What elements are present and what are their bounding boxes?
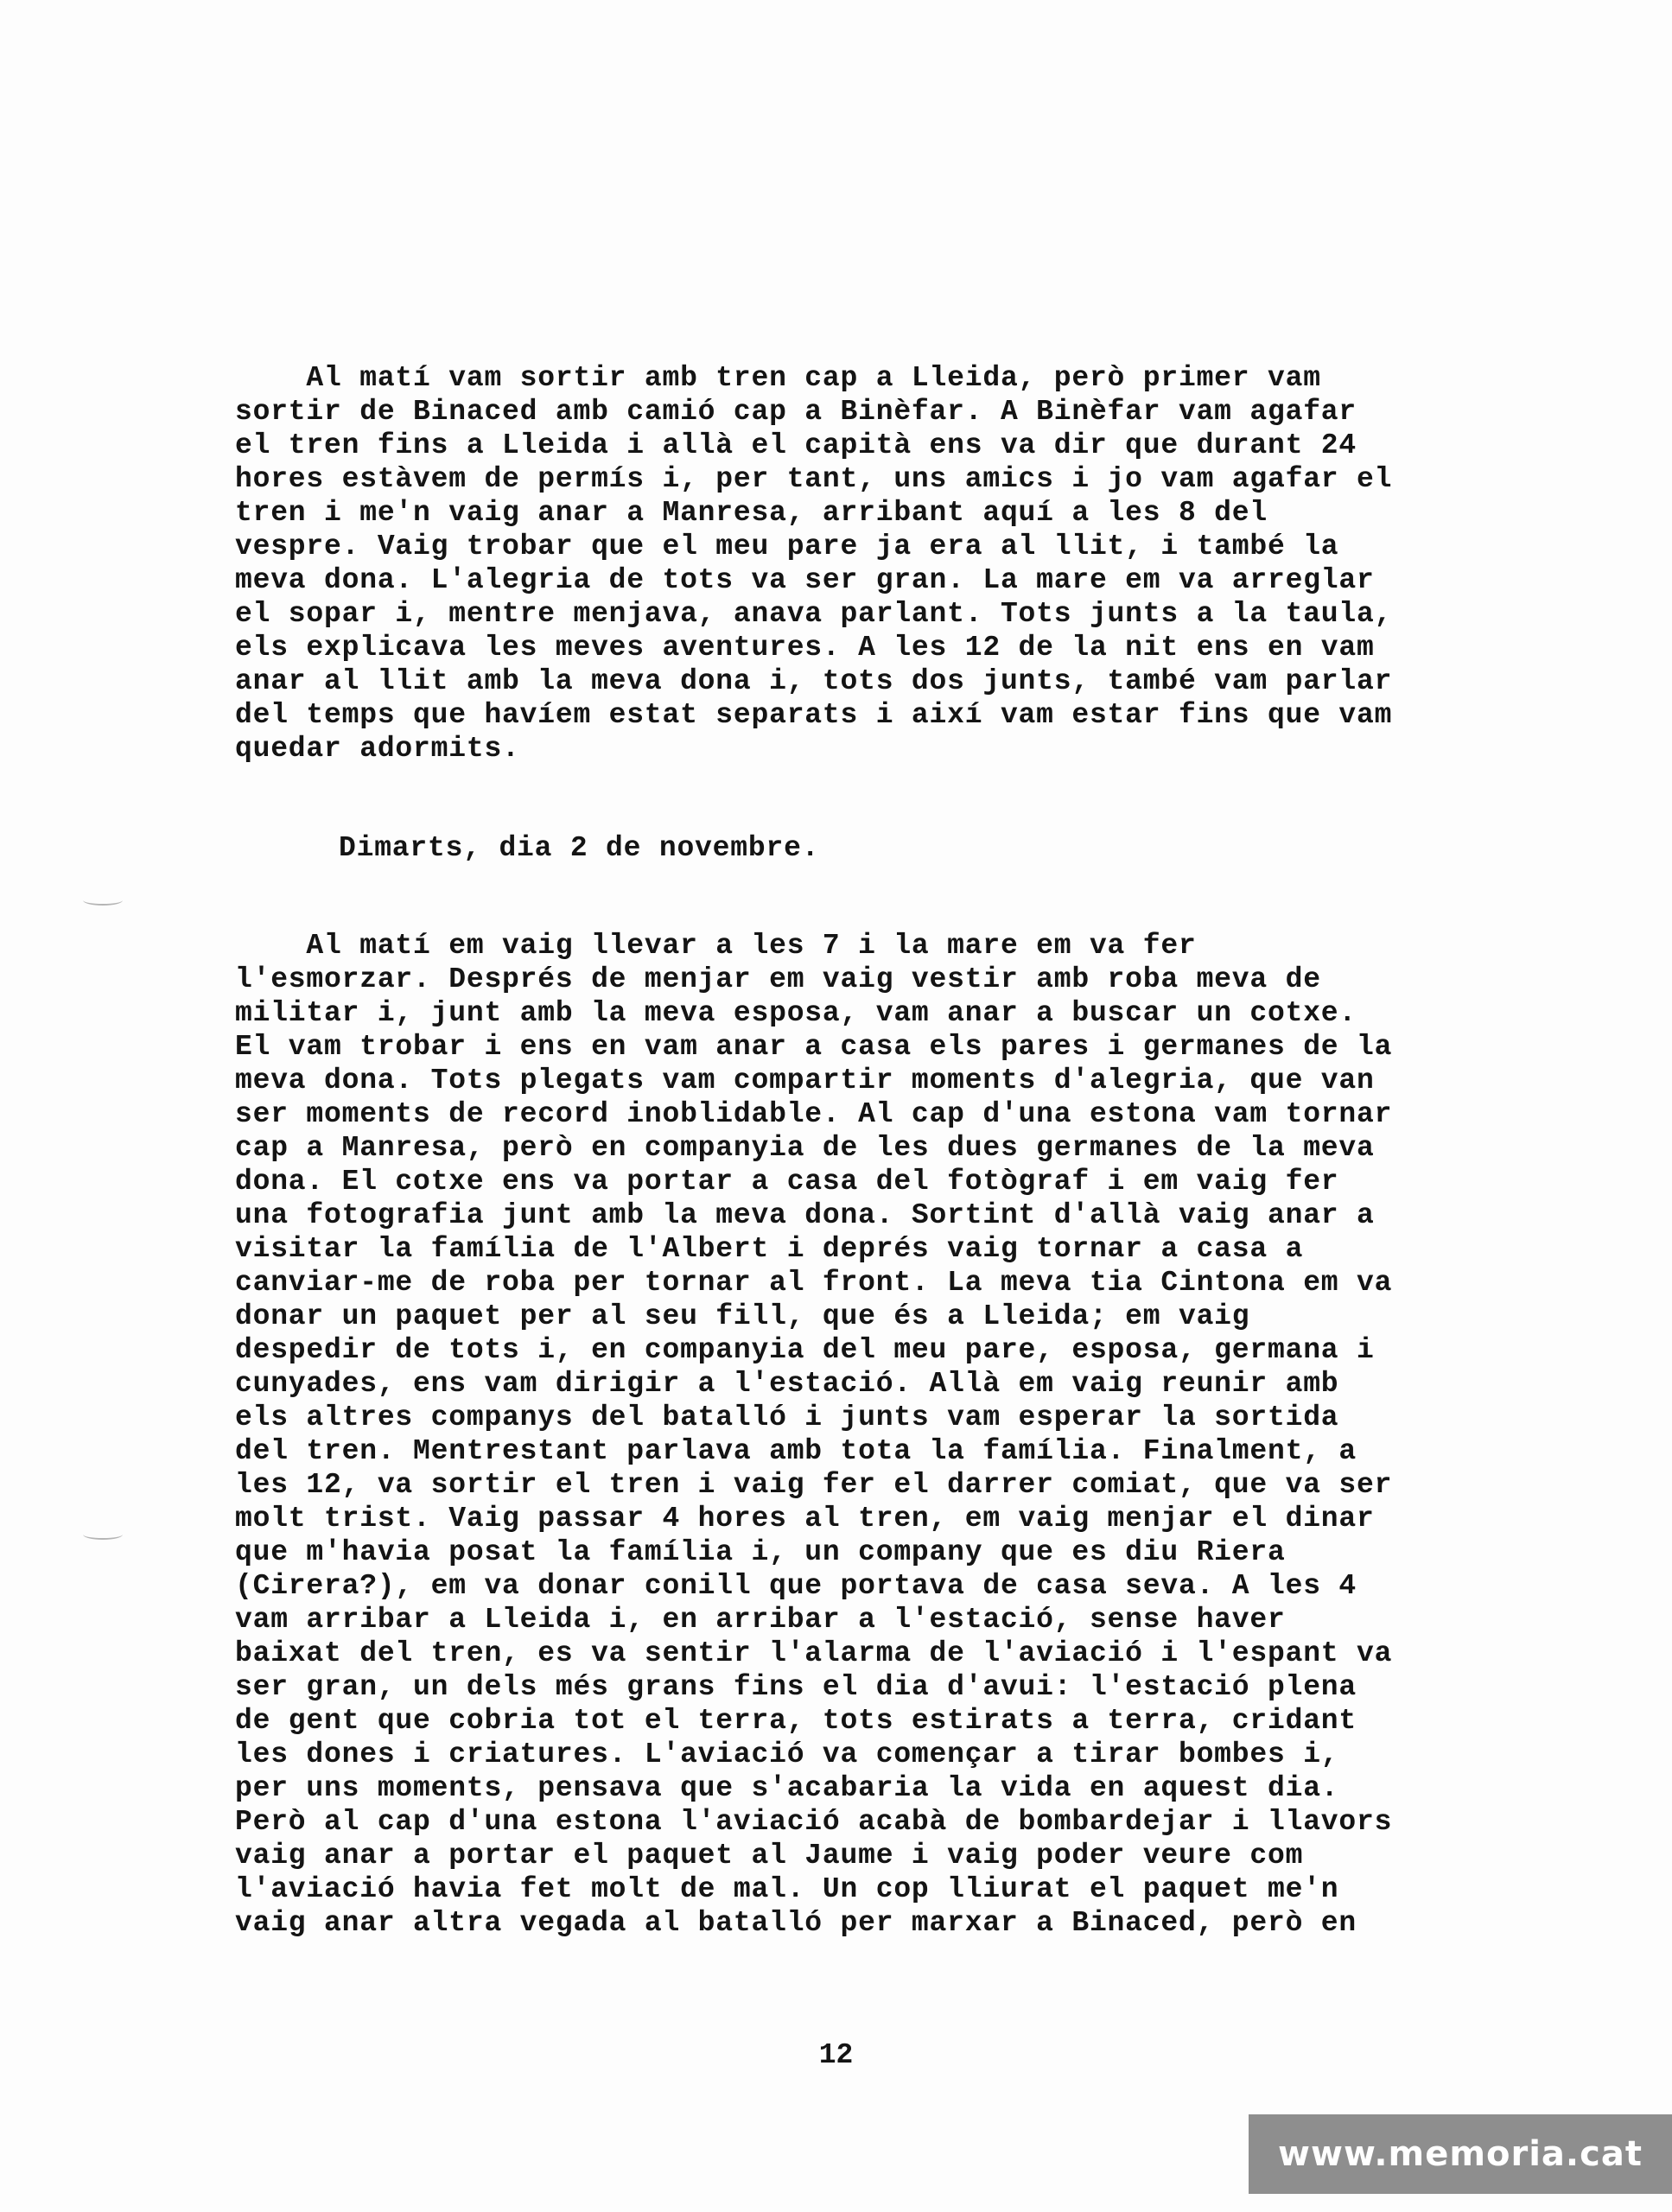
text-line: despedir de tots i, en companyia del meu pare, esposa, germana i — [235, 1334, 1375, 1366]
watermark: www.memoria.cat — [1249, 2114, 1672, 2194]
text-line: donar un paquet per al seu fill, que és a Lleida; em vaig — [235, 1300, 1250, 1332]
paragraph-2 — [235, 929, 1566, 1940]
text-line: militar i, junt amb la meva esposa, vam anar a buscar un cotxe. — [235, 997, 1357, 1029]
text-line: meva dona. Tots plegats vam compartir moments d'alegria, que van — [235, 1065, 1375, 1096]
text-line: cap a Manresa, però en companyia de les dues germanes de la meva — [235, 1132, 1375, 1164]
punch-hole-mark — [83, 895, 123, 906]
text-line: canviar-me de roba per tornar al front. La meva tia Cintona em va — [235, 1267, 1393, 1299]
text-line: hores estàvem de permís i, per tant, uns amics i jo vam agafar el — [235, 463, 1393, 495]
punch-hole-mark — [83, 1529, 123, 1540]
text-line: les dones i criatures. L'aviació va començar a tirar bombes i, — [235, 1738, 1339, 1770]
text-line: el tren fins a Lleida i allà el capità ens va dir que durant 24 — [235, 429, 1357, 461]
text-line: una fotografia junt amb la meva dona. Sortint d'allà vaig anar a — [235, 1199, 1375, 1231]
entry-heading — [339, 831, 819, 865]
heading-day: Dimarts — [339, 832, 464, 864]
text-line: (Cirera?), em va donar conill que portava de casa seva. A les 4 — [235, 1570, 1357, 1602]
text-line: per uns moments, pensava que s'acabaria la vida en aquest dia. — [235, 1772, 1339, 1804]
text-line: que m'havia posat la família i, un company que es diu Riera — [235, 1536, 1286, 1568]
text-line: l'aviació havia fet molt de mal. Un cop lliurat el paquet me'n — [235, 1873, 1339, 1905]
text-line: ser gran, un dels més grans fins el dia d'avui: l'estació plena — [235, 1671, 1357, 1703]
text-line: cunyades, ens vam dirigir a l'estació. Allà em vaig reunir amb — [235, 1368, 1339, 1400]
text-line: de gent que cobria tot el terra, tots estirats a terra, cridant — [235, 1705, 1357, 1737]
text-line: ser moments de record inoblidable. Al cap d'una estona vam tornar — [235, 1098, 1393, 1130]
text-line: les 12, va sortir el tren i vaig fer el darrer comiat, que va ser — [235, 1469, 1393, 1501]
text-line: els explicava les meves aventures. A les 12 de la nit ens en vam — [235, 632, 1375, 664]
text-line: tren i me'n vaig anar a Manresa, arribant aquí a les 8 del — [235, 497, 1268, 529]
text-line: quedar adormits. — [235, 733, 520, 765]
text-line: baixat del tren, es va sentir l'alarma de l'aviació i l'espant va — [235, 1637, 1393, 1669]
text-line: El vam trobar i ens en vam anar a casa els pares i germanes de la — [235, 1031, 1393, 1063]
text-line: anar al llit amb la meva dona i, tots dos junts, també vam parlar — [235, 665, 1393, 697]
text-line: el sopar i, mentre menjava, anava parlant. Tots junts a la taula, — [235, 598, 1393, 630]
text-line: dona. El cotxe ens va portar a casa del fotògraf i em vaig fer — [235, 1166, 1339, 1198]
text-line: vaig anar altra vegada al batalló per marxar a Binaced, però en — [235, 1907, 1357, 1939]
text-line: Al matí em vaig llevar a les 7 i la mare em va fer — [235, 930, 1197, 962]
text-line: vespre. Vaig trobar que el meu pare ja era al llit, i també la — [235, 531, 1339, 563]
text-line: visitar la família de l'Albert i deprés vaig tornar a casa a — [235, 1233, 1304, 1265]
text-line: del temps que havíem estat separats i així vam estar fins que vam — [235, 699, 1393, 731]
text-line: els altres companys del batalló i junts vam esperar la sortida — [235, 1402, 1339, 1433]
text-line: sortir de Binaced amb camió cap a Binèfar. A Binèfar vam agafar — [235, 396, 1357, 428]
text-line: Al matí vam sortir amb tren cap a Lleida, però primer vam — [235, 362, 1321, 394]
heading-date: , dia 2 de novembre. — [463, 832, 820, 864]
text-line: vam arribar a Lleida i, en arribar a l'estació, sense haver — [235, 1604, 1286, 1636]
text-line: molt trist. Vaig passar 4 hores al tren, em vaig menjar el dinar — [235, 1503, 1375, 1535]
text-line: Però al cap d'una estona l'aviació acabà de bombardejar i llavors — [235, 1806, 1393, 1838]
text-line: l'esmorzar. Després de menjar em vaig vestir amb roba meva de — [235, 963, 1321, 995]
page-number: 12 — [818, 2039, 854, 2071]
text-line: meva dona. L'alegria de tots va ser gran. La mare em va arreglar — [235, 564, 1375, 596]
paragraph-1 — [235, 361, 1566, 766]
text-line: del tren. Mentrestant parlava amb tota la família. Finalment, a — [235, 1435, 1357, 1467]
text-line: vaig anar a portar el paquet al Jaume i vaig poder veure com — [235, 1840, 1304, 1872]
